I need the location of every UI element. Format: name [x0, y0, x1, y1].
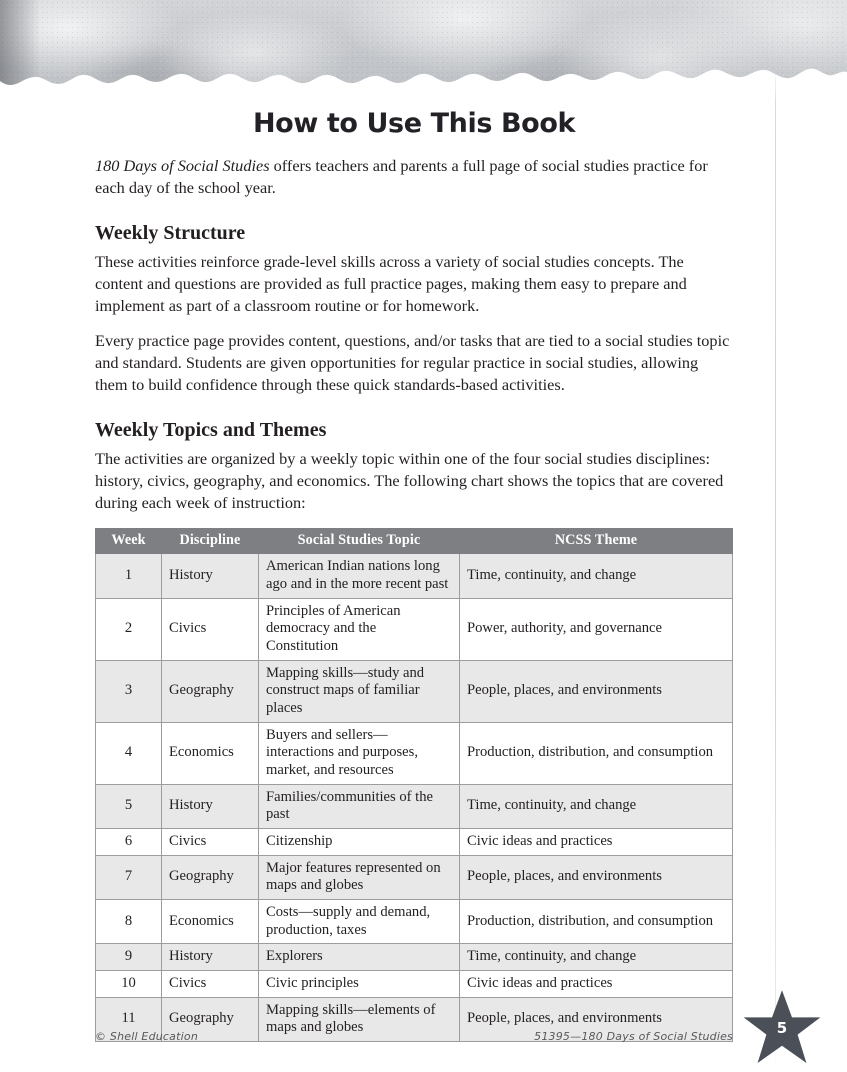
cell-topic: Civic principles — [259, 970, 460, 997]
cell-discipline: History — [162, 554, 259, 598]
cell-topic: Families/communities of the past — [259, 784, 460, 828]
torn-paper-header-graphic — [0, 0, 847, 96]
column-header-social-studies-topic: Social Studies Topic — [259, 529, 460, 554]
cell-theme: Time, continuity, and change — [460, 554, 733, 598]
cell-theme: Civic ideas and practices — [460, 970, 733, 997]
cell-discipline: Geography — [162, 997, 259, 1041]
table-row — [96, 899, 733, 943]
table-header-row-group — [96, 529, 733, 554]
section-heading-weekly-topics-and-themes: Weekly Topics and Themes — [95, 418, 327, 441]
cell-week: 4 — [96, 722, 162, 784]
weekly-topics-paragraph-1: The activities are organized by a weekly topic within one of the four social studies disciplines: history, civics, geography, and economics. The following chart shows the topics that are covered during each week of instruction: — [95, 448, 724, 513]
cell-theme: Power, authority, and governance — [460, 598, 733, 660]
weekly-structure-paragraph-2: Every practice page provides content, questions, and/or tasks that are tied to a social studies topic and standard. Students are given opportunities for regular practice in social studies, allowing them to build confidence through these quick standards-based activities. — [95, 330, 730, 395]
table-row — [96, 944, 733, 971]
cell-theme: People, places, and environments — [460, 660, 733, 722]
cell-week: 9 — [96, 944, 162, 971]
intro-paragraph-rest: offers teachers and parents a full page of social studies practice for each day of the school year. — [95, 156, 708, 198]
table-row — [96, 970, 733, 997]
cell-week: 8 — [96, 899, 162, 943]
intro-paragraph — [95, 155, 733, 200]
cell-week: 3 — [96, 660, 162, 722]
cell-week: 1 — [96, 554, 162, 598]
column-header-discipline: Discipline — [162, 529, 259, 554]
table-row — [96, 784, 733, 828]
section-heading-weekly-structure: Weekly Structure — [95, 221, 246, 244]
table-row — [96, 828, 733, 855]
cell-week: 7 — [96, 855, 162, 899]
page-number-star-badge — [742, 988, 822, 1066]
cell-theme: Civic ideas and practices — [460, 828, 733, 855]
cell-discipline: History — [162, 944, 259, 971]
cell-topic: Citizenship — [259, 828, 460, 855]
column-header-week: Week — [96, 529, 162, 554]
torn-paper-bottom-edge — [0, 50, 847, 96]
cell-week: 5 — [96, 784, 162, 828]
page-trim-line — [775, 66, 776, 1072]
cell-topic: American Indian nations long ago and in the more recent past — [259, 554, 460, 598]
weekly-topics-table — [95, 528, 733, 1041]
cell-topic: Buyers and sellers—interactions and purposes, market, and resources — [259, 722, 460, 784]
table-header-row — [96, 529, 733, 554]
cell-theme: People, places, and environments — [460, 997, 733, 1041]
weekly-structure-paragraph-1: These activities reinforce grade-level skills across a variety of social studies concepts. The content and questions are provided as full practice pages, making them easy to prepare and implement as part of a classroom routine or for homework. — [95, 251, 687, 316]
cell-theme: Time, continuity, and change — [460, 784, 733, 828]
cell-discipline: Geography — [162, 855, 259, 899]
cell-discipline: History — [162, 784, 259, 828]
cell-discipline: Civics — [162, 970, 259, 997]
cell-week: 6 — [96, 828, 162, 855]
table-row — [96, 722, 733, 784]
table-row — [96, 598, 733, 660]
cell-topic: Major features represented on maps and globes — [259, 855, 460, 899]
cell-discipline: Economics — [162, 899, 259, 943]
page-footer — [95, 1030, 733, 1043]
footer-copyright: © Shell Education — [95, 1030, 198, 1043]
cell-topic: Principles of American democracy and the Constitution — [259, 598, 460, 660]
table-row — [96, 855, 733, 899]
book-title-italic: 180 Days of Social Studies — [95, 156, 270, 175]
cell-week: 2 — [96, 598, 162, 660]
cell-topic: Explorers — [259, 944, 460, 971]
cell-week: 10 — [96, 970, 162, 997]
cell-theme: People, places, and environments — [460, 855, 733, 899]
page-number: 5 — [776, 1019, 788, 1037]
cell-theme: Time, continuity, and change — [460, 944, 733, 971]
table-row — [96, 554, 733, 598]
cell-discipline: Economics — [162, 722, 259, 784]
cell-theme: Production, distribution, and consumption — [460, 899, 733, 943]
page-title: How to Use This Book — [252, 108, 576, 139]
cell-topic: Costs—supply and demand, production, taxes — [259, 899, 460, 943]
cell-topic: Mapping skills—study and construct maps of familiar places — [259, 660, 460, 722]
table-row — [96, 660, 733, 722]
cell-discipline: Geography — [162, 660, 259, 722]
page-content — [95, 108, 733, 1042]
cell-week: 11 — [96, 997, 162, 1041]
cell-topic: Mapping skills—elements of maps and globes — [259, 997, 460, 1041]
cell-discipline: Civics — [162, 598, 259, 660]
cell-discipline: Civics — [162, 828, 259, 855]
table-body — [96, 554, 733, 1041]
column-header-ncss-theme: NCSS Theme — [460, 529, 733, 554]
cell-theme: Production, distribution, and consumption — [460, 722, 733, 784]
footer-book-reference: 51395—180 Days of Social Studies — [534, 1030, 733, 1043]
